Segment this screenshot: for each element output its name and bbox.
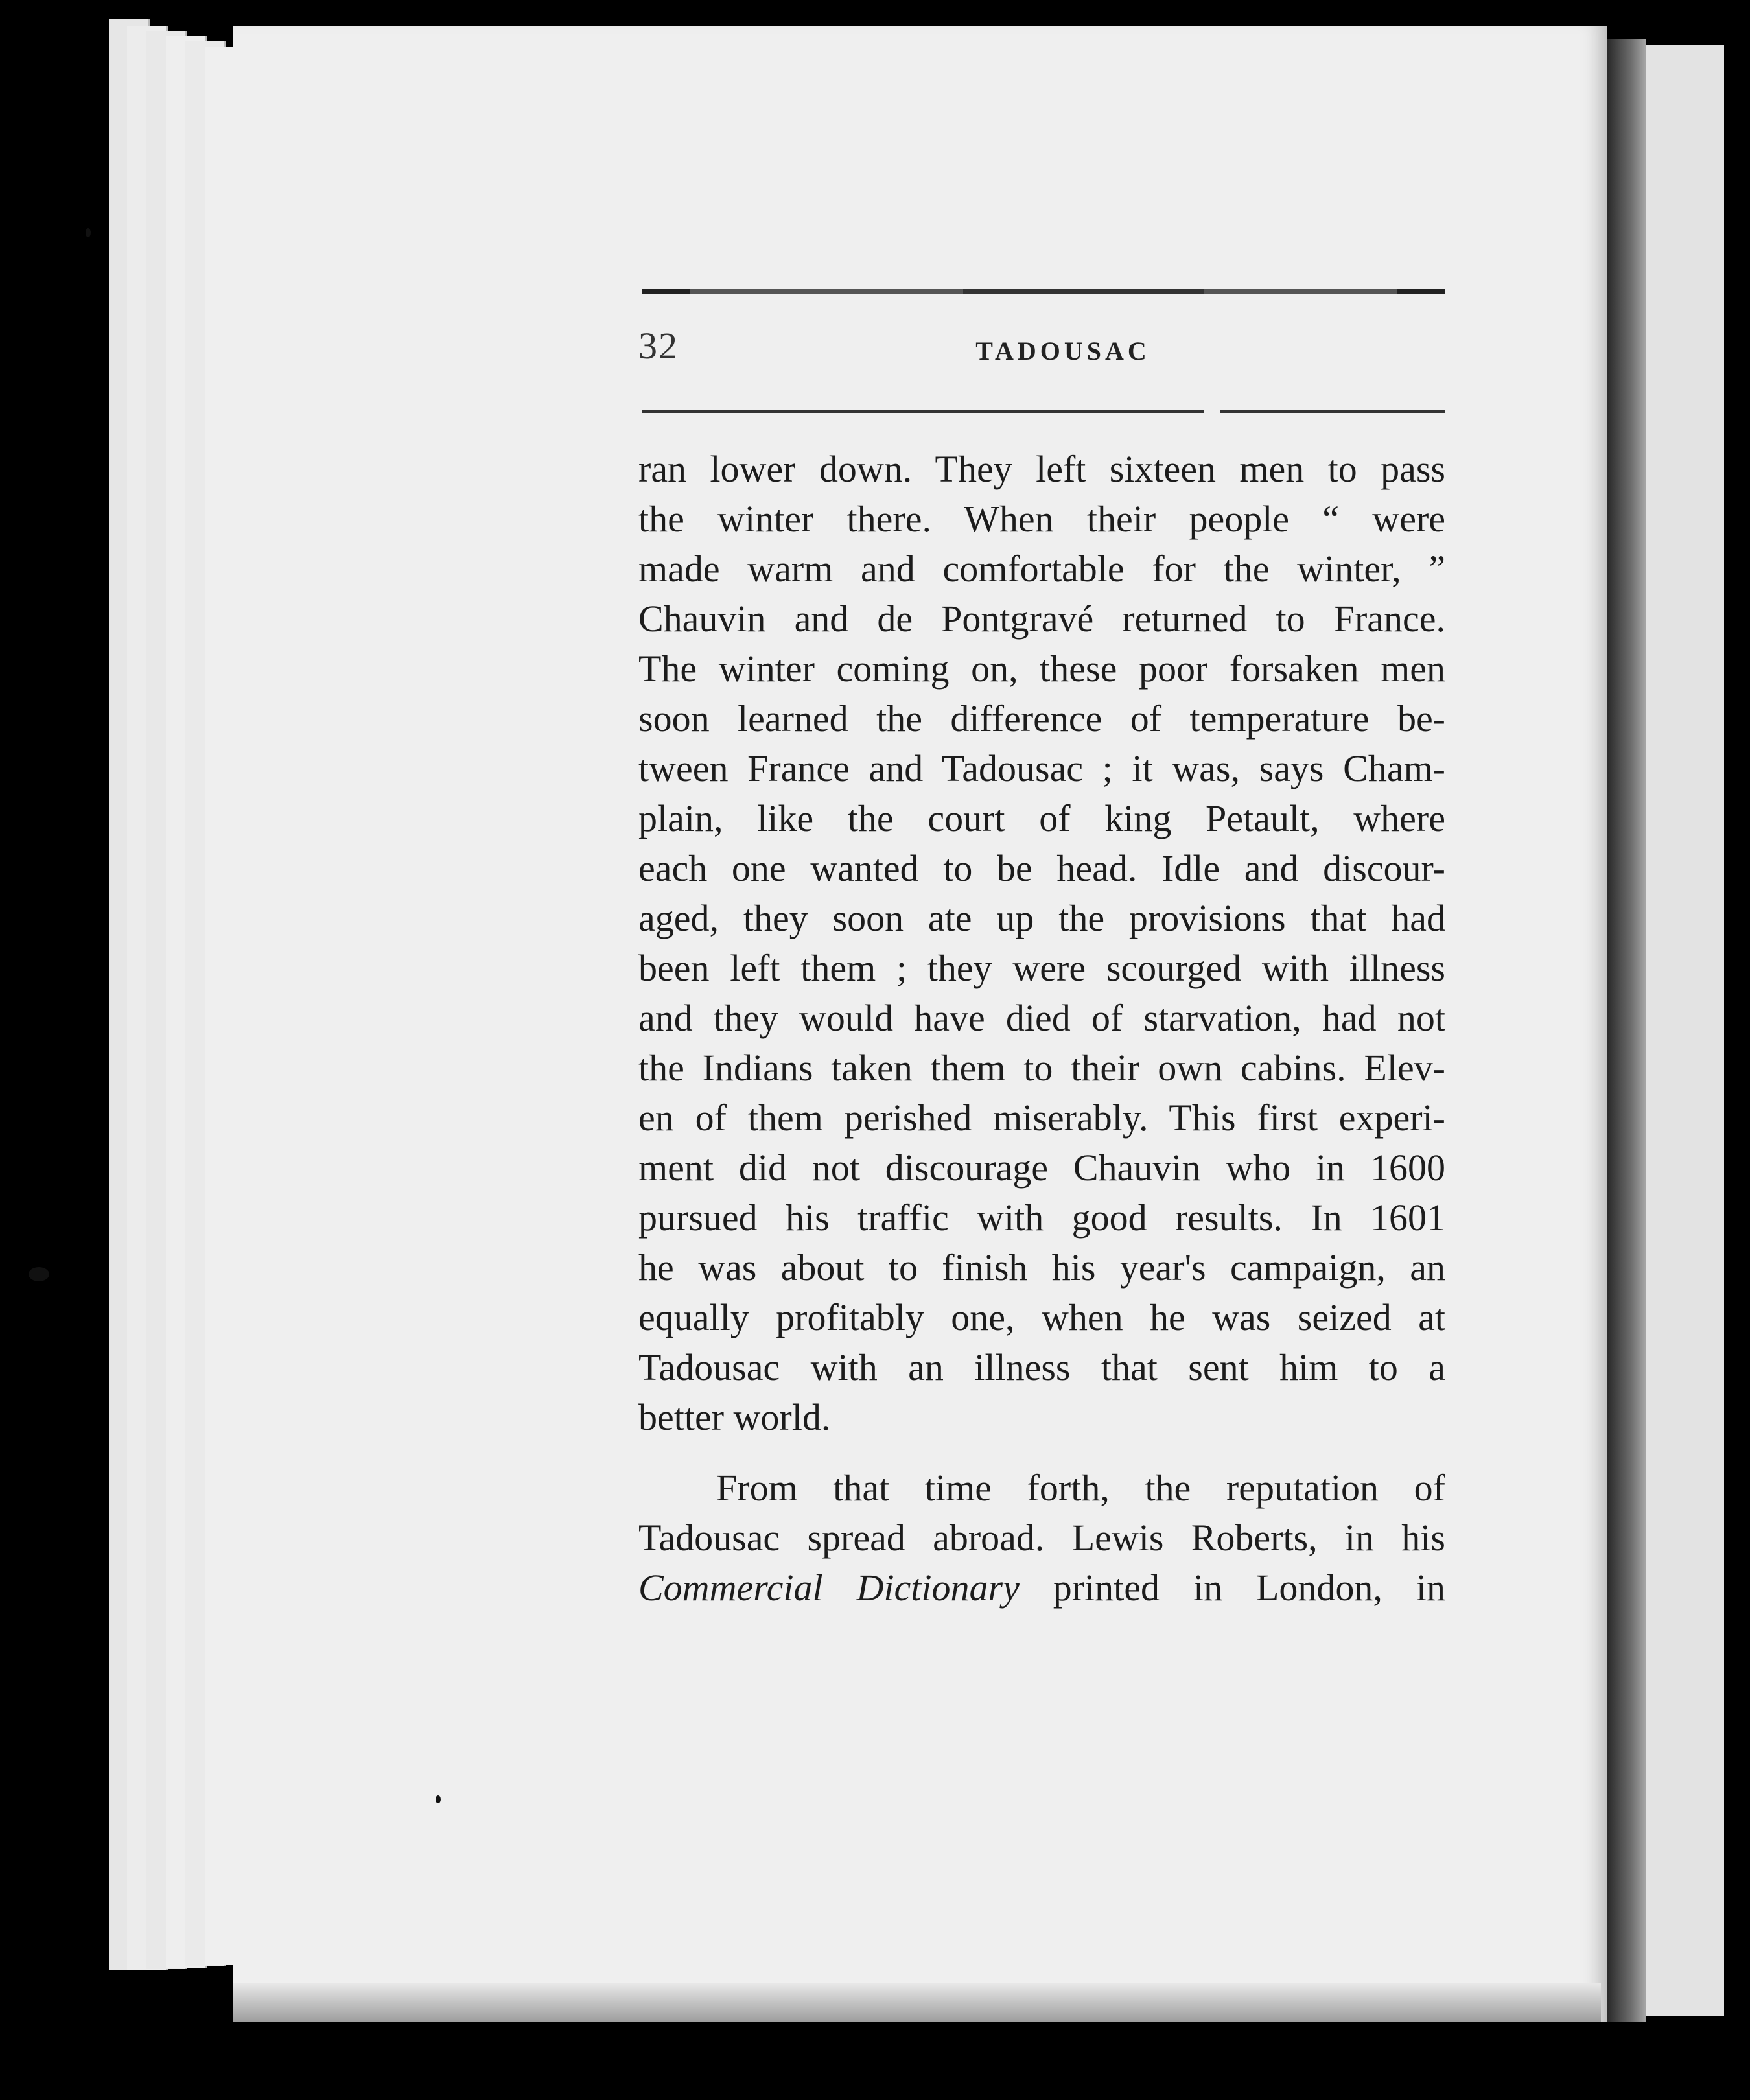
text-line: Tadousac spread abroad. Lewis Roberts, in his [638,1517,1445,1559]
facing-page-edge [1646,45,1724,2016]
text-line: the winter there. When their people “ were [638,498,1445,540]
text-line [638,1563,1445,1613]
italic-title: Commercial Dictionary [638,1567,1020,1609]
text-line: tween France and Tadousac ; it was, says Cham- [638,747,1445,789]
text-line: soon learned the difference of temperature be- [638,697,1445,740]
text-line: better world. [638,1396,831,1438]
text-line: aged, they soon ate up the provisions that had [638,897,1445,939]
body-text [638,444,1445,1613]
running-head: TADOUSAC [975,336,1150,366]
text-line: The winter coming on, these poor forsaken men [638,648,1445,690]
text-line: plain, like the court of king Petault, where [638,797,1445,839]
text-line: and they would have died of starvation, had not [638,997,1445,1039]
paragraph-1 [638,444,1445,1442]
text-line: each one wanted to be head. Idle and discour- [638,847,1445,889]
scan-speck [436,1795,441,1803]
text-line: Chauvin and de Pontgravé returned to France. [638,598,1445,640]
text-line: en of them perished miserably. This first experi- [638,1097,1445,1139]
book-gutter [1607,39,1646,2022]
text-fragment: printed in London, in [1019,1567,1445,1609]
text-line: been left them ; they were scourged with illness [638,947,1445,989]
scan-speck [86,228,91,237]
page-number: 32 [638,325,679,367]
header-rule-top [642,289,1445,294]
text-line: pursued his traffic with good results. In 1601 [638,1196,1445,1239]
text-line: Tadousac with an illness that sent him to a [638,1346,1445,1388]
header-rule-bottom [642,410,1445,413]
text-line: made warm and comfortable for the winter, ” [638,548,1445,590]
text-line: the Indians taken them to their own cabins. Elev- [638,1047,1445,1089]
text-line: equally profitably one, when he was seized at [638,1296,1445,1338]
page-bottom-shadow [233,1983,1601,2022]
text-line: he was about to finish his year's campaign, an [638,1246,1445,1289]
scan-speck [29,1267,49,1281]
text-line: ment did not discourage Chauvin who in 1600 [638,1147,1445,1189]
text-line: ran lower down. They left sixteen men to pass [638,448,1445,490]
paragraph-2 [638,1463,1445,1613]
text-line: From that time forth, the reputation of [716,1467,1445,1509]
